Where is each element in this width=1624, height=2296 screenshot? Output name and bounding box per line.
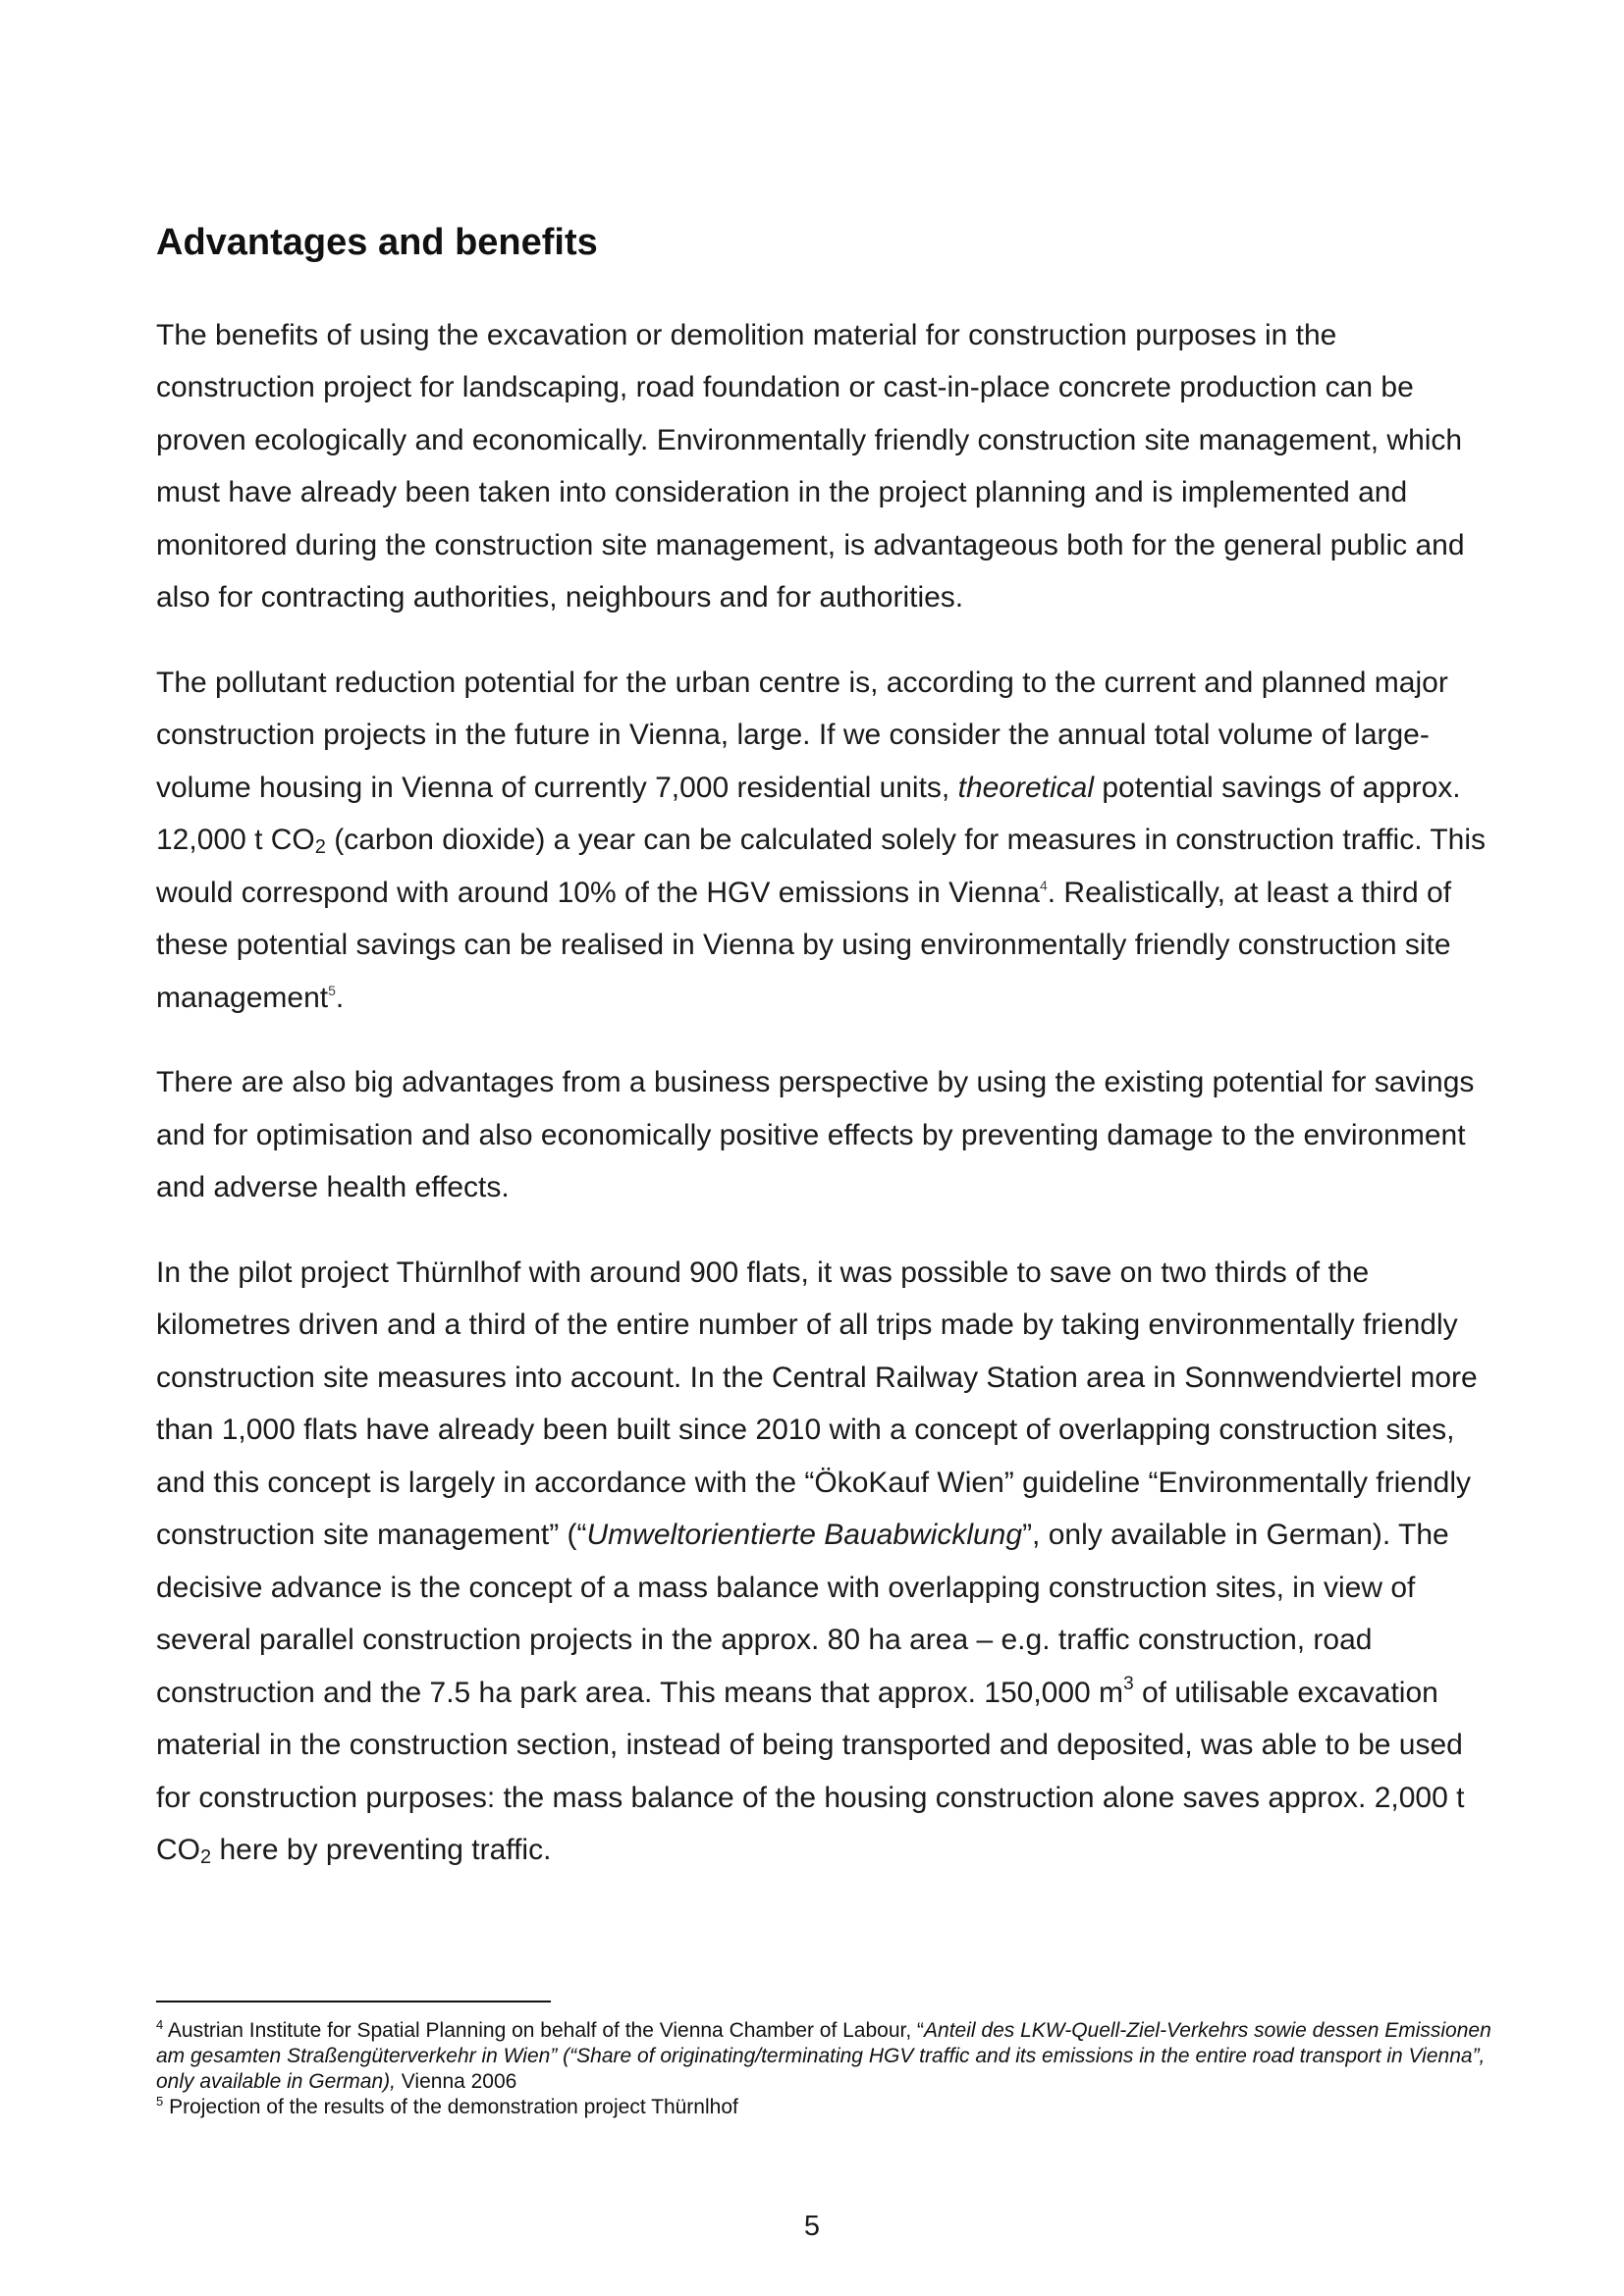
- text-run: ”, only available in German). The decisive advance is the concept of a mass balance with overlapping construction sites, in view of several parallel construction projects in the approx. 80 ha area – e.g. traffic construction, road construction and the 7.5 ha park area. This means that approx. 150,000 m: [156, 1519, 1449, 1709]
- text-run: (carbon dioxide) a year can be calculated solely for measures in construction traffic. This would correspond with around 10% of the HGV emissions in Vienna: [156, 824, 1487, 909]
- footnote-mark: 5: [156, 2094, 164, 2109]
- section-heading: Advantages and benefits: [156, 222, 598, 263]
- subscript: 2: [314, 836, 326, 859]
- footnote-ref-5[interactable]: 5: [328, 982, 336, 998]
- text-run: The pollutant reduction potential for the urban centre is, according to the current and planned major construction projects in the future in Vienna, large. If we consider the annual total volume of large-volume housing in Vienna of currently 7,000 residential units,: [156, 666, 1448, 804]
- page-body: [156, 221, 1491, 1909]
- paragraph-pilot-project: [156, 1247, 1491, 1877]
- footnote-mark: 4: [156, 2017, 164, 2032]
- superscript: 3: [1123, 1673, 1134, 1694]
- footnote-divider: [156, 2001, 551, 2002]
- text-run: .: [335, 981, 345, 1014]
- page-number: 5: [803, 2211, 821, 2242]
- footnote-text: Vienna 2006: [395, 2070, 517, 2093]
- subscript: 2: [200, 1846, 212, 1869]
- footnote-ref-4[interactable]: 4: [1039, 877, 1048, 893]
- text-run: potential savings of approx. 12,000 t CO: [156, 771, 1461, 857]
- footnotes: [156, 2018, 1501, 2120]
- paragraph-text: The benefits of using the excavation or demolition material for construction purposes in the construction project for landscaping, road foundation or cast-in-place concrete production can be proven ecologically and economically. Environmentally friendly construction site management, which must have already been taken into consideration in the project planning and is implemented and monitored during the construction site management, is advantageous both for the general public and also for contracting authorities, neighbours and for authorities.: [156, 318, 1465, 614]
- paragraph-benefits: [156, 309, 1491, 624]
- text-run: here by preventing traffic.: [211, 1834, 552, 1867]
- paragraph-pollutant-reduction: [156, 657, 1491, 1025]
- italic-run: theoretical: [957, 771, 1095, 804]
- paragraph-business-advantages: [156, 1056, 1491, 1214]
- text-run: In the pilot project Thürnlhof with around 900 flats, it was possible to save on two thirds of the kilometres driven and a third of the entire number of all trips made by taking environmentally friendly construction site measures into account. In the Central Railway Station area in Sonnwendviertel more than 1,000 flats have already been built since 2010 with a concept of overlapping construction sites, and this concept is largely in accordance with the “ÖkoKauf Wien” guideline “Environmentally friendly construction site management” (“: [156, 1255, 1478, 1552]
- text-run: of utilisable excavation material in the construction section, instead of being transported and deposited, was able to be used for construction purposes: the mass balance of the housing construction alone saves approx. 2,000 t CO: [156, 1676, 1465, 1867]
- footnote-5: [156, 2095, 1501, 2120]
- footnote-text: Projection of the results of the demonstration project Thürnlhof: [163, 2096, 738, 2118]
- italic-run: Umweltorientierte Bauabwicklung: [586, 1519, 1023, 1552]
- footnote-text: Austrian Institute for Spatial Planning on behalf of the Vienna Chamber of Labour, “: [163, 2019, 925, 2042]
- text-run: . Realistically, at least a third of these potential savings can be realised in Vienna by using environmentally friendly construction site management: [156, 876, 1452, 1014]
- footnote-4: [156, 2018, 1501, 2095]
- footnote-italic: Anteil des LKW-Quell-Ziel-Verkehrs sowie dessen Emissionen am gesamten Straßengüterverkehr in Wien” (“Share of originating/terminating HGV traffic and its emissions in the entire road transport in Vienna”, only available in German),: [156, 2019, 1491, 2093]
- paragraph-text: There are also big advantages from a business perspective by using the existing potential for savings and for optimisation and also economically positive effects by preventing damage to the environment and adverse health effects.: [156, 1066, 1475, 1204]
